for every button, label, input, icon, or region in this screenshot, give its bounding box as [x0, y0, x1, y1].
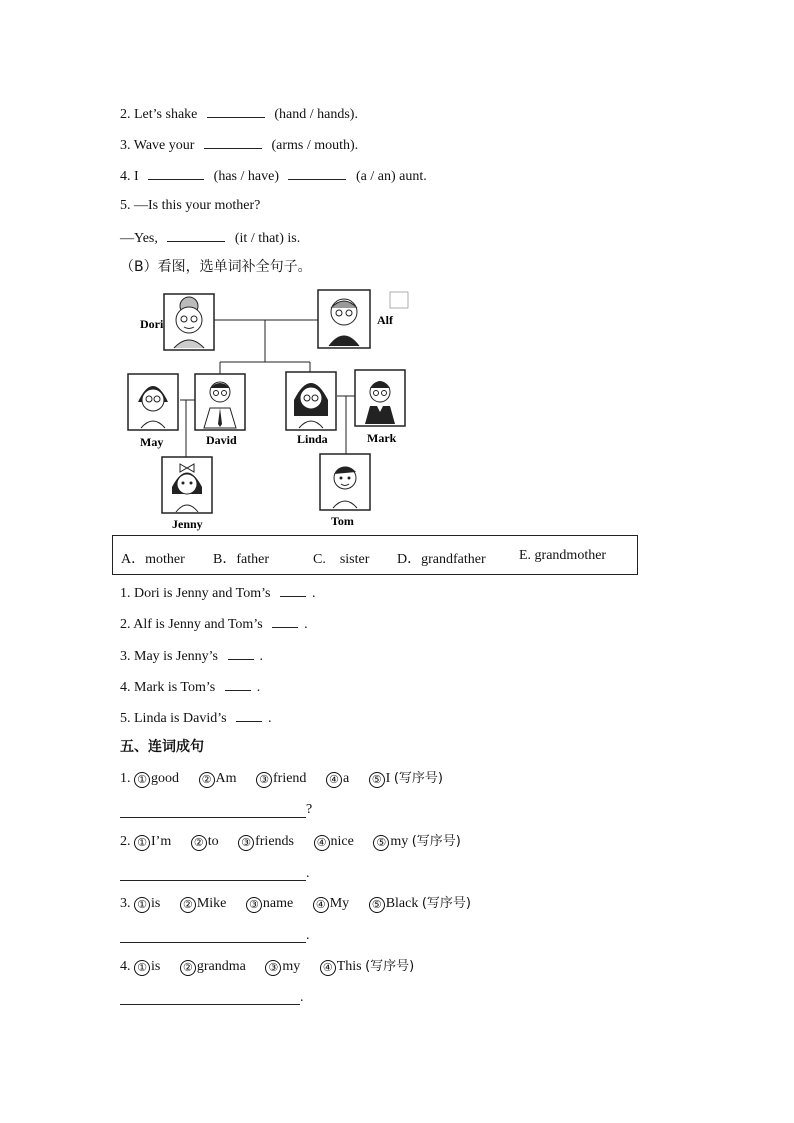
choice-e: E. grandmother — [519, 548, 607, 563]
word-item — [134, 896, 160, 911]
circled-number: ① — [134, 835, 150, 851]
word-text: friends — [255, 834, 294, 849]
question-number: 3. — [120, 649, 131, 664]
word-item — [134, 959, 160, 974]
word-item — [199, 771, 237, 786]
person-name: Jenny — [172, 517, 203, 531]
word-item — [326, 771, 349, 786]
circled-number: ② — [180, 960, 196, 976]
word-item — [369, 771, 391, 786]
question-text: I — [134, 169, 139, 184]
question-text: May is Jenny’s — [134, 649, 218, 664]
question-b3: 3. May is Jenny’s . — [120, 646, 263, 666]
word-item — [313, 896, 349, 911]
question-options: (has / have) — [213, 169, 279, 184]
circled-number: ③ — [246, 897, 262, 913]
question-number: 5. — [120, 198, 131, 213]
question-text: Let’s shake — [134, 107, 198, 122]
question-number: 2. — [120, 107, 131, 122]
answer-blank[interactable] — [272, 614, 298, 628]
choice-d: D．grandfather — [397, 552, 486, 567]
question-number: 2. — [120, 617, 131, 632]
circled-number: ② — [199, 772, 215, 788]
person-name: Mark — [367, 431, 397, 445]
question-a3 — [120, 135, 358, 155]
circled-number: ③ — [256, 772, 272, 788]
question-text: Mark is Tom’s — [134, 680, 216, 695]
person-alf — [318, 290, 408, 348]
word-text: nice — [330, 834, 354, 849]
question-b5: 5. Linda is David’s . — [120, 708, 272, 728]
question-b2: 2. Alf is Jenny and Tom’s . — [120, 614, 308, 634]
word-item — [265, 959, 300, 974]
question-a4 — [120, 166, 427, 186]
answer-blank[interactable] — [204, 135, 262, 149]
circled-number: ① — [134, 960, 150, 976]
question-options: (a / an) aunt. — [355, 169, 427, 184]
word-item — [369, 896, 419, 911]
word-text: Mike — [196, 896, 227, 911]
circled-number: ② — [191, 835, 207, 851]
person-linda — [286, 372, 336, 446]
answer-punctuation: . — [300, 990, 304, 1005]
decorative-box — [390, 292, 408, 308]
question-number: 3. — [120, 896, 131, 911]
word-text: My — [329, 896, 350, 911]
word-item — [246, 896, 293, 911]
person-name: Tom — [331, 514, 354, 528]
word-text: a — [342, 771, 350, 786]
answer-line[interactable] — [120, 817, 306, 818]
person-david — [195, 374, 245, 447]
question-number: 1. — [120, 771, 131, 786]
word-item — [191, 834, 219, 849]
circled-number: ④ — [313, 897, 329, 913]
word-text: to — [207, 834, 219, 849]
person-name: Dori — [140, 317, 164, 331]
circled-number: ④ — [314, 835, 330, 851]
word-item — [134, 834, 171, 849]
word-item — [134, 771, 179, 786]
instruction-note: (写序号) — [365, 959, 415, 974]
answer-blank[interactable] — [225, 677, 251, 691]
question-number: 4. — [120, 959, 131, 974]
question-text: Alf is Jenny and Tom’s — [133, 617, 263, 632]
person-may — [128, 374, 178, 449]
answer-punctuation: . — [306, 928, 310, 943]
question-number: 2. — [120, 834, 131, 849]
circled-number: ④ — [326, 772, 342, 788]
person-name: Alf — [377, 313, 393, 327]
person-name: May — [140, 435, 164, 449]
choice-a: A．mother — [121, 552, 185, 567]
answer-line[interactable] — [120, 1004, 300, 1005]
word-text: is — [151, 896, 161, 911]
word-choices-box — [112, 535, 638, 575]
question-a2 — [120, 104, 358, 124]
word-text: I’m — [151, 834, 172, 849]
question-5-1 — [120, 770, 443, 788]
circled-number: ③ — [265, 960, 281, 976]
question-text: Dori is Jenny and Tom’s — [134, 586, 271, 601]
question-number: 3. — [120, 138, 131, 153]
answer-punctuation: . — [306, 866, 310, 881]
word-item — [320, 959, 362, 974]
circled-number: ③ — [238, 835, 254, 851]
person-jenny — [162, 457, 212, 531]
person-mark — [355, 370, 405, 445]
circled-number: ② — [180, 897, 196, 913]
person-dori — [140, 294, 214, 350]
word-item — [238, 834, 294, 849]
answer-blank[interactable] — [228, 646, 254, 660]
answer-blank[interactable] — [207, 104, 265, 118]
question-options: (arms / mouth). — [271, 138, 359, 153]
question-b1: 1. Dori is Jenny and Tom’s . — [120, 583, 315, 603]
answer-blank[interactable] — [288, 166, 346, 180]
instruction-note: (写序号) — [393, 771, 443, 786]
instruction-note: (写序号) — [421, 896, 471, 911]
word-text: is — [151, 959, 161, 974]
person-name: David — [206, 433, 237, 447]
section-b-instruction: （B）看图，选单词补全句子。 — [120, 259, 312, 275]
question-text: —Is this your mother? — [134, 198, 261, 213]
word-text: good — [151, 771, 179, 786]
word-text: This — [336, 959, 362, 974]
person-name: Linda — [297, 432, 328, 446]
answer-blank[interactable] — [167, 228, 225, 242]
question-text: Linda is David’s — [134, 711, 227, 726]
question-number: 1. — [120, 586, 131, 601]
word-text: my — [390, 834, 409, 849]
choice-c: C. sister — [313, 552, 370, 567]
question-text: —Yes, — [120, 231, 158, 246]
word-text: I — [385, 771, 391, 786]
question-number: 4. — [120, 680, 131, 695]
word-item — [373, 834, 408, 849]
circled-number: ④ — [320, 960, 336, 976]
answer-blank[interactable] — [280, 583, 306, 597]
question-a5 — [120, 197, 260, 215]
question-5-3 — [120, 895, 471, 913]
question-5-4 — [120, 958, 414, 976]
choice-b: B．father — [213, 552, 269, 567]
word-item — [180, 896, 227, 911]
question-5-2 — [120, 833, 461, 851]
word-text: Black — [385, 896, 419, 911]
question-number: 5. — [120, 711, 131, 726]
question-text: Wave your — [133, 138, 195, 153]
family-tree-diagram — [120, 282, 420, 532]
answer-line[interactable] — [120, 942, 306, 943]
section-5-heading: 五、连词成句 — [120, 739, 204, 755]
word-item — [180, 959, 246, 974]
answer-blank[interactable] — [236, 708, 262, 722]
word-text: my — [282, 959, 301, 974]
circled-number: ① — [134, 897, 150, 913]
question-options: (hand / hands). — [274, 107, 358, 122]
circled-number: ⑤ — [373, 835, 389, 851]
answer-line[interactable] — [120, 880, 306, 881]
question-number: 4. — [120, 169, 131, 184]
word-text: grandma — [196, 959, 246, 974]
word-item — [256, 771, 306, 786]
answer-punctuation: ? — [306, 802, 313, 817]
word-text: name — [262, 896, 294, 911]
word-text: Am — [215, 771, 237, 786]
question-b4: 4. Mark is Tom’s . — [120, 677, 260, 697]
answer-blank[interactable] — [148, 166, 204, 180]
instruction-note: (写序号) — [411, 834, 461, 849]
question-options: (it / that) is. — [234, 231, 301, 246]
circled-number: ① — [134, 772, 150, 788]
word-text: friend — [273, 771, 307, 786]
person-tom — [320, 454, 370, 528]
word-item — [314, 834, 354, 849]
question-a5-reply — [120, 228, 300, 248]
circled-number: ⑤ — [369, 897, 385, 913]
circled-number: ⑤ — [369, 772, 385, 788]
